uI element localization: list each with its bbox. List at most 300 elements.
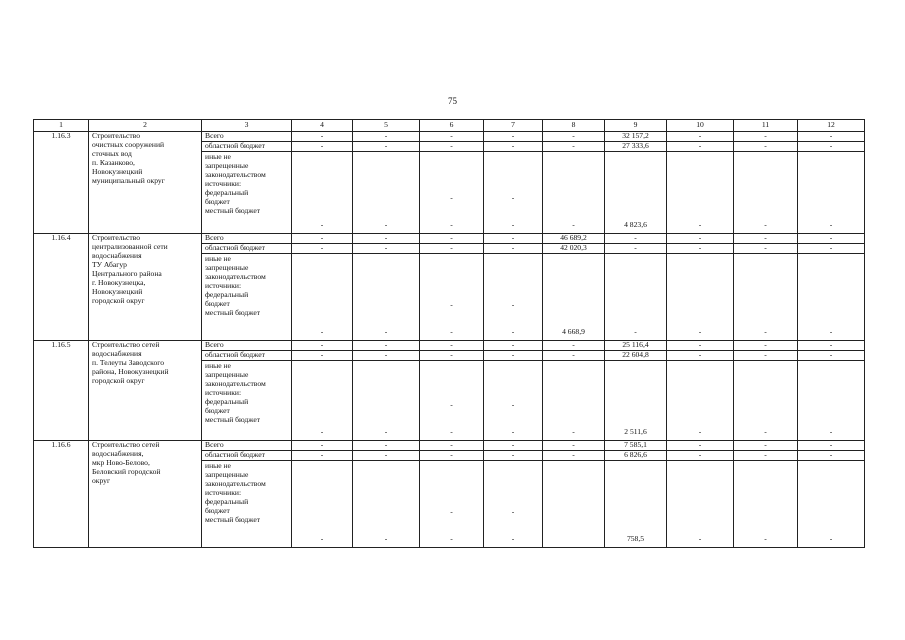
cell-local: - (511, 220, 515, 230)
cell-total: - (667, 132, 734, 142)
cell-total: - (292, 341, 353, 351)
col-header: 9 (605, 120, 667, 132)
cell-gap (801, 517, 861, 535)
cell-spacer (801, 153, 861, 203)
cell-gap (608, 203, 663, 221)
cell-gap (608, 517, 663, 535)
source-label-stack (205, 153, 288, 230)
cell-local: - (320, 220, 324, 230)
cell-gap (487, 203, 539, 221)
row-name-line: Новокузнецкий (92, 166, 143, 176)
cell-gap (670, 203, 730, 221)
row-name-line: Строительство сетей (92, 440, 160, 449)
row-name-line: городской округ (92, 295, 145, 305)
source-label-regional: областной бюджет (202, 451, 292, 461)
col-header: 11 (734, 120, 798, 132)
cell-other (292, 254, 353, 341)
cell-total: - (353, 341, 420, 351)
cell-spacer (670, 255, 730, 310)
cell-regional: - (667, 351, 734, 361)
cell-stack (295, 362, 349, 437)
cell-stack (487, 362, 539, 437)
cell-stack (801, 362, 861, 437)
cell-total: 25 116,4 (605, 341, 667, 351)
source-label-federal-line: бюджет (205, 196, 230, 206)
row-name-line: округ (92, 475, 111, 485)
cell-other (353, 461, 420, 548)
row-name-line: п. Казанково, (92, 157, 135, 167)
cell-gap (546, 410, 601, 428)
source-label-other-line: источники: (205, 178, 242, 188)
source-label-other-line: источники: (205, 280, 242, 290)
cell-local: - (634, 327, 637, 337)
source-label-local: местный бюджет (205, 205, 261, 215)
col-header: 8 (543, 120, 605, 132)
cell-stack (801, 255, 861, 337)
col-header: 5 (353, 120, 420, 132)
cell-total: - (667, 341, 734, 351)
cell-spacer (487, 462, 539, 508)
cell-total: - (484, 341, 543, 351)
source-label-other-line: запрещенные (205, 369, 249, 379)
cell-other (353, 152, 420, 234)
cell-gap (737, 517, 794, 535)
cell-other (484, 361, 543, 441)
source-label-other (202, 361, 292, 441)
cell-gap (356, 310, 416, 328)
row-name-line: п. Телеуты Заводского (92, 357, 165, 367)
cell-other (667, 461, 734, 548)
cell-spacer (356, 362, 416, 410)
cell-regional: - (798, 451, 865, 461)
cell-stack (423, 462, 480, 544)
cell-gap (737, 310, 794, 328)
cell-federal: - (450, 507, 453, 517)
row-name-line: Строительство (92, 233, 140, 242)
cell-regional: - (667, 244, 734, 254)
cell-total: - (484, 441, 543, 451)
source-label-other-line: источники: (205, 487, 242, 497)
cell-other (353, 361, 420, 441)
cell-spacer (295, 362, 349, 410)
row-name-line: водоснабжения (92, 250, 142, 260)
cell-total: - (734, 234, 798, 244)
cell-gap (487, 517, 539, 535)
cell-spacer (295, 153, 349, 203)
cell-spacer (670, 362, 730, 410)
cell-local: - (384, 327, 388, 337)
cell-gap (356, 517, 416, 535)
cell-other (420, 152, 484, 234)
cell-regional: - (484, 451, 543, 461)
source-label-federal-line: бюджет (205, 298, 230, 308)
cell-gap (670, 310, 730, 328)
cell-regional: - (484, 351, 543, 361)
cell-local: 4 668,9 (562, 327, 585, 337)
source-label-other-line: иные не (205, 361, 231, 370)
cell-total: - (798, 341, 865, 351)
cell-other (605, 461, 667, 548)
cell-local: - (698, 427, 702, 437)
row-code: 1.16.4 (34, 234, 89, 341)
source-label-other (202, 461, 292, 548)
cell-local: - (698, 534, 702, 544)
cell-spacer (737, 462, 794, 517)
cell-spacer (546, 255, 601, 310)
cell-total: - (420, 441, 484, 451)
cell-other (484, 461, 543, 548)
cell-total: - (484, 234, 543, 244)
cell-other (667, 361, 734, 441)
row-code: 1.16.3 (34, 132, 89, 234)
budget-table (33, 119, 865, 548)
cell-local: - (511, 327, 515, 337)
cell-local: 758,5 (626, 534, 645, 544)
cell-other (484, 152, 543, 234)
source-label-other-line: иные не (205, 254, 231, 263)
cell-other (543, 461, 605, 548)
cell-federal: - (450, 193, 453, 203)
cell-other (543, 254, 605, 341)
cell-spacer (801, 462, 861, 517)
row-name-line: муниципальный округ (92, 175, 165, 185)
cell-spacer (423, 153, 480, 194)
cell-local: - (698, 327, 702, 337)
source-label-total: Всего (202, 341, 292, 351)
source-label-local: местный бюджет (205, 307, 261, 317)
cell-total: - (798, 441, 865, 451)
row-name-line: мкр Ново-Белово, (92, 457, 150, 467)
col-header: 4 (292, 120, 353, 132)
source-label-regional: областной бюджет (202, 142, 292, 152)
col-header: 12 (798, 120, 865, 132)
row-name-line: г. Новокузнецка, (92, 277, 146, 287)
cell-stack (670, 362, 730, 437)
cell-local: - (829, 220, 833, 230)
cell-spacer (608, 153, 663, 203)
cell-other (798, 361, 865, 441)
cell-stack (737, 153, 794, 230)
row-name-line: Беловский городской (92, 466, 161, 476)
cell-regional: - (734, 451, 798, 461)
cell-stack (546, 462, 601, 544)
cell-local: - (698, 220, 702, 230)
cell-spacer (487, 153, 539, 194)
cell-other (734, 361, 798, 441)
source-label-other-line: законодательством (205, 169, 266, 179)
cell-gap (608, 410, 663, 428)
cell-stack (423, 362, 480, 437)
cell-other (543, 152, 605, 234)
cell-spacer (356, 153, 416, 203)
cell-stack (356, 255, 416, 337)
cell-regional: - (798, 244, 865, 254)
cell-gap (487, 310, 539, 328)
cell-stack (608, 255, 663, 337)
page-number: 75 (448, 96, 457, 106)
cell-spacer (546, 362, 601, 410)
cell-gap (356, 203, 416, 221)
source-label-other-line: иные не (205, 152, 231, 161)
cell-regional: - (292, 451, 353, 461)
cell-total: 7 585,1 (605, 441, 667, 451)
cell-stack (608, 462, 663, 544)
source-label-other-line: иные не (205, 461, 231, 470)
cell-local: - (320, 327, 324, 337)
cell-local: - (764, 220, 767, 230)
cell-other (667, 254, 734, 341)
source-label-other-line: законодательством (205, 271, 266, 281)
source-label-local: местный бюджет (205, 414, 261, 424)
row-name-line: городской округ (92, 375, 145, 385)
cell-gap (670, 410, 730, 428)
cell-total: 46 689,2 (543, 234, 605, 244)
cell-stack (295, 153, 349, 230)
col-header: 3 (202, 120, 292, 132)
cell-regional: - (484, 142, 543, 152)
source-label-other-line: запрещенные (205, 469, 249, 479)
cell-spacer (487, 362, 539, 401)
cell-federal: - (450, 300, 453, 310)
cell-stack (487, 462, 539, 544)
cell-other (605, 361, 667, 441)
cell-regional: - (420, 244, 484, 254)
cell-stack (423, 153, 480, 230)
cell-gap (670, 517, 730, 535)
cell-spacer (608, 255, 663, 310)
source-label-federal-line: федеральный (205, 289, 249, 299)
source-label-stack (205, 362, 288, 437)
cell-total: - (667, 441, 734, 451)
cell-regional: - (543, 351, 605, 361)
cell-regional: 27 333,6 (605, 142, 667, 152)
cell-gap (546, 203, 601, 221)
column-number-row (34, 120, 865, 132)
source-label-stack (205, 462, 288, 544)
source-label-other-line: запрещенные (205, 160, 249, 170)
cell-regional: - (292, 351, 353, 361)
cell-regional: - (484, 244, 543, 254)
source-label-federal-line: федеральный (205, 496, 249, 506)
cell-regional: - (734, 244, 798, 254)
source-label-other-line: законодательством (205, 378, 266, 388)
cell-local: - (572, 220, 575, 230)
cell-spacer (737, 153, 794, 203)
cell-total: - (353, 234, 420, 244)
cell-gap (423, 410, 480, 428)
cell-stack (295, 255, 349, 337)
cell-other (292, 461, 353, 548)
cell-local: - (450, 327, 453, 337)
table-row-total (34, 132, 865, 142)
cell-spacer (670, 462, 730, 517)
cell-total: 32 157,2 (605, 132, 667, 142)
cell-gap (295, 517, 349, 535)
cell-total: - (484, 132, 543, 142)
cell-other (484, 254, 543, 341)
col-header: 10 (667, 120, 734, 132)
cell-spacer (487, 255, 539, 301)
cell-stack (423, 255, 480, 337)
cell-other (667, 152, 734, 234)
cell-local: - (384, 220, 388, 230)
cell-regional: - (798, 351, 865, 361)
cell-local: - (320, 534, 324, 544)
cell-other (798, 152, 865, 234)
cell-local: - (511, 534, 515, 544)
cell-regional: - (420, 451, 484, 461)
cell-federal: - (511, 507, 515, 517)
col-header: 6 (420, 120, 484, 132)
cell-spacer (423, 462, 480, 508)
cell-spacer (356, 462, 416, 517)
cell-other (734, 152, 798, 234)
cell-stack (487, 153, 539, 230)
cell-total: - (353, 132, 420, 142)
cell-regional: 22 604,8 (605, 351, 667, 361)
cell-total: - (667, 234, 734, 244)
cell-spacer (295, 255, 349, 310)
col-header: 7 (484, 120, 543, 132)
row-name-line: Строительство сетей (92, 340, 160, 349)
cell-spacer (801, 362, 861, 410)
row-name-line: водоснабжения, (92, 448, 144, 458)
cell-regional: - (292, 142, 353, 152)
source-label-federal-line: бюджет (205, 405, 230, 415)
cell-regional: - (667, 451, 734, 461)
cell-gap (801, 310, 861, 328)
cell-gap (423, 517, 480, 535)
row-name-line: Новокузнецкий (92, 286, 143, 296)
cell-regional: - (292, 244, 353, 254)
cell-local: - (320, 427, 324, 437)
source-label-total: Всего (202, 441, 292, 451)
cell-other (734, 461, 798, 548)
cell-other (605, 152, 667, 234)
source-label-other (202, 254, 292, 341)
cell-local: - (384, 534, 388, 544)
cell-regional: - (420, 351, 484, 361)
cell-local: - (764, 327, 767, 337)
cell-total: - (734, 341, 798, 351)
row-name-line: сточных вод (92, 148, 132, 158)
cell-gap (737, 203, 794, 221)
cell-regional: - (543, 142, 605, 152)
cell-spacer (737, 255, 794, 310)
cell-local: - (450, 427, 453, 437)
cell-regional: - (667, 142, 734, 152)
cell-stack (670, 462, 730, 544)
cell-stack (546, 255, 601, 337)
cell-federal: - (511, 400, 515, 410)
cell-local: - (384, 427, 388, 437)
cell-regional: - (353, 451, 420, 461)
col-header: 2 (89, 120, 202, 132)
cell-local: - (764, 427, 767, 437)
cell-total: - (420, 234, 484, 244)
cell-total: - (543, 341, 605, 351)
cell-stack (801, 462, 861, 544)
cell-stack (670, 255, 730, 337)
cell-regional: - (734, 142, 798, 152)
cell-other (734, 254, 798, 341)
cell-total: - (292, 234, 353, 244)
cell-total: - (798, 132, 865, 142)
cell-other (798, 461, 865, 548)
cell-local: - (829, 534, 833, 544)
cell-gap (295, 203, 349, 221)
source-label-total: Всего (202, 132, 292, 142)
table-row-total (34, 234, 865, 244)
source-label-federal-line: федеральный (205, 396, 249, 406)
row-name (89, 441, 202, 548)
source-label-other (202, 152, 292, 234)
cell-gap (801, 203, 861, 221)
cell-federal: - (511, 300, 515, 310)
table-row-total (34, 441, 865, 451)
cell-regional: - (605, 244, 667, 254)
cell-stack (608, 362, 663, 437)
cell-spacer (608, 462, 663, 517)
cell-other (798, 254, 865, 341)
cell-total: - (292, 132, 353, 142)
cell-spacer (356, 255, 416, 310)
row-name-line: очистных сооружений (92, 139, 165, 149)
cell-other (420, 361, 484, 441)
source-label-regional: областной бюджет (202, 244, 292, 254)
cell-stack (737, 255, 794, 337)
cell-other (353, 254, 420, 341)
cell-federal: - (450, 400, 453, 410)
cell-other (605, 254, 667, 341)
cell-total: - (605, 234, 667, 244)
cell-total: - (353, 441, 420, 451)
cell-stack (356, 462, 416, 544)
cell-local: 4 823,6 (624, 220, 647, 230)
cell-regional: - (353, 351, 420, 361)
cell-stack (546, 153, 601, 230)
cell-stack (737, 462, 794, 544)
cell-local: - (829, 427, 833, 437)
cell-gap (295, 310, 349, 328)
cell-total: - (420, 132, 484, 142)
col-header: 1 (34, 120, 89, 132)
cell-regional: 6 826,6 (605, 451, 667, 461)
cell-gap (608, 310, 663, 328)
cell-other (420, 254, 484, 341)
cell-spacer (546, 462, 601, 526)
cell-spacer (801, 255, 861, 310)
cell-gap (423, 203, 480, 221)
row-name-line: водоснабжения (92, 348, 142, 358)
cell-local: - (572, 427, 575, 437)
cell-stack (356, 362, 416, 437)
cell-gap (356, 410, 416, 428)
cell-regional: - (734, 351, 798, 361)
cell-regional: - (420, 142, 484, 152)
cell-stack (737, 362, 794, 437)
cell-local: - (829, 327, 833, 337)
source-label-other-line: запрещенные (205, 262, 249, 272)
cell-regional: - (543, 451, 605, 461)
cell-gap (423, 310, 480, 328)
cell-total: - (292, 441, 353, 451)
source-label-stack (205, 255, 288, 337)
row-name (89, 341, 202, 441)
cell-spacer (546, 153, 601, 203)
cell-other (292, 361, 353, 441)
row-name-line: централизованной сети (92, 241, 168, 251)
